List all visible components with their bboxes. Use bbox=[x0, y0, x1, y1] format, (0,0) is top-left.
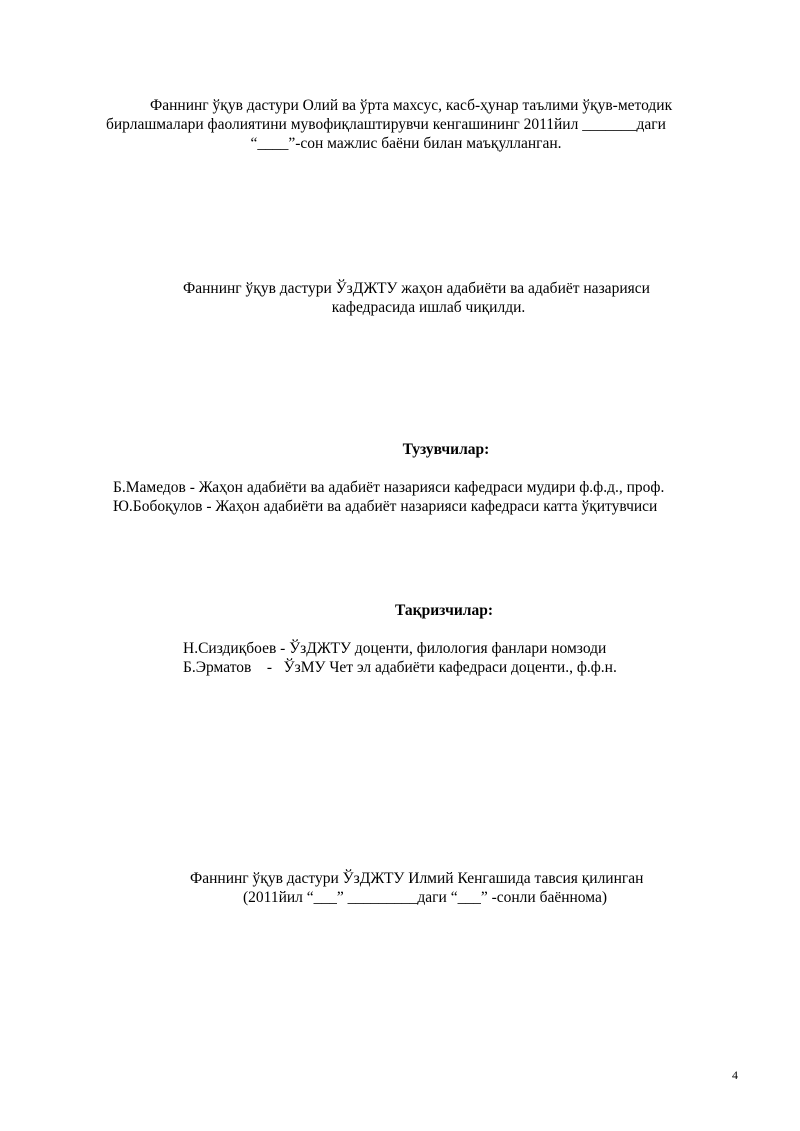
compilers-block bbox=[0, 440, 800, 516]
compiler-item: Ю.Бобоқулов - Жаҳон адабиёти ва адабиёт назарияси кафедраси катта ўқитувчиси bbox=[113, 498, 658, 515]
spacer bbox=[0, 620, 800, 639]
approval-block bbox=[0, 96, 800, 153]
developed-line-1: Фаннинг ўқув дастури ЎзДЖТУ жаҳон адабиёти ва адабиёт назарияси bbox=[183, 280, 650, 297]
recommended-line-1: Фаннинг ўқув дастури ЎзДЖТУ Илмий Кенгашида тавсия қилинган bbox=[190, 870, 644, 887]
recommended-block bbox=[0, 869, 800, 907]
developed-block bbox=[0, 279, 800, 317]
compiler-item: Б.Мамедов - Жаҳон адабиёти ва адабиёт назарияси кафедраси мудири ф.ф.д., проф. bbox=[113, 479, 665, 496]
reviewers-heading: Тақризчилар: bbox=[394, 602, 493, 619]
spacer bbox=[0, 459, 800, 478]
approval-line-1: Фаннинг ўқув дастури Олий ва ўрта махсус, касб-ҳунар таълими ўқув-методик bbox=[150, 97, 673, 114]
developed-line-2: кафедрасида ишлаб чиқилди. bbox=[331, 299, 526, 316]
approval-line-3: “____”-сон мажлис баёни билан маъқулланган. bbox=[250, 135, 562, 152]
compilers-heading: Тузувчилар: bbox=[402, 441, 490, 458]
page-number: 4 bbox=[732, 1068, 738, 1082]
reviewers-block bbox=[0, 601, 800, 677]
reviewer-item: Н.Сиздиқбоев - ЎзДЖТУ доценти, филология фанлари номзоди bbox=[183, 640, 607, 657]
approval-line-2: бирлашмалари фаолиятини мувофиқлаштирувчи кенгашининг 2011йил _______даги bbox=[106, 116, 666, 133]
reviewer-item: Б.Эрматов - ЎзМУ Чет эл адабиёти кафедраси доценти., ф.ф.н. bbox=[183, 659, 617, 676]
recommended-line-2: (2011йил “___” _________даги “___” -сонли баённома) bbox=[242, 889, 608, 906]
